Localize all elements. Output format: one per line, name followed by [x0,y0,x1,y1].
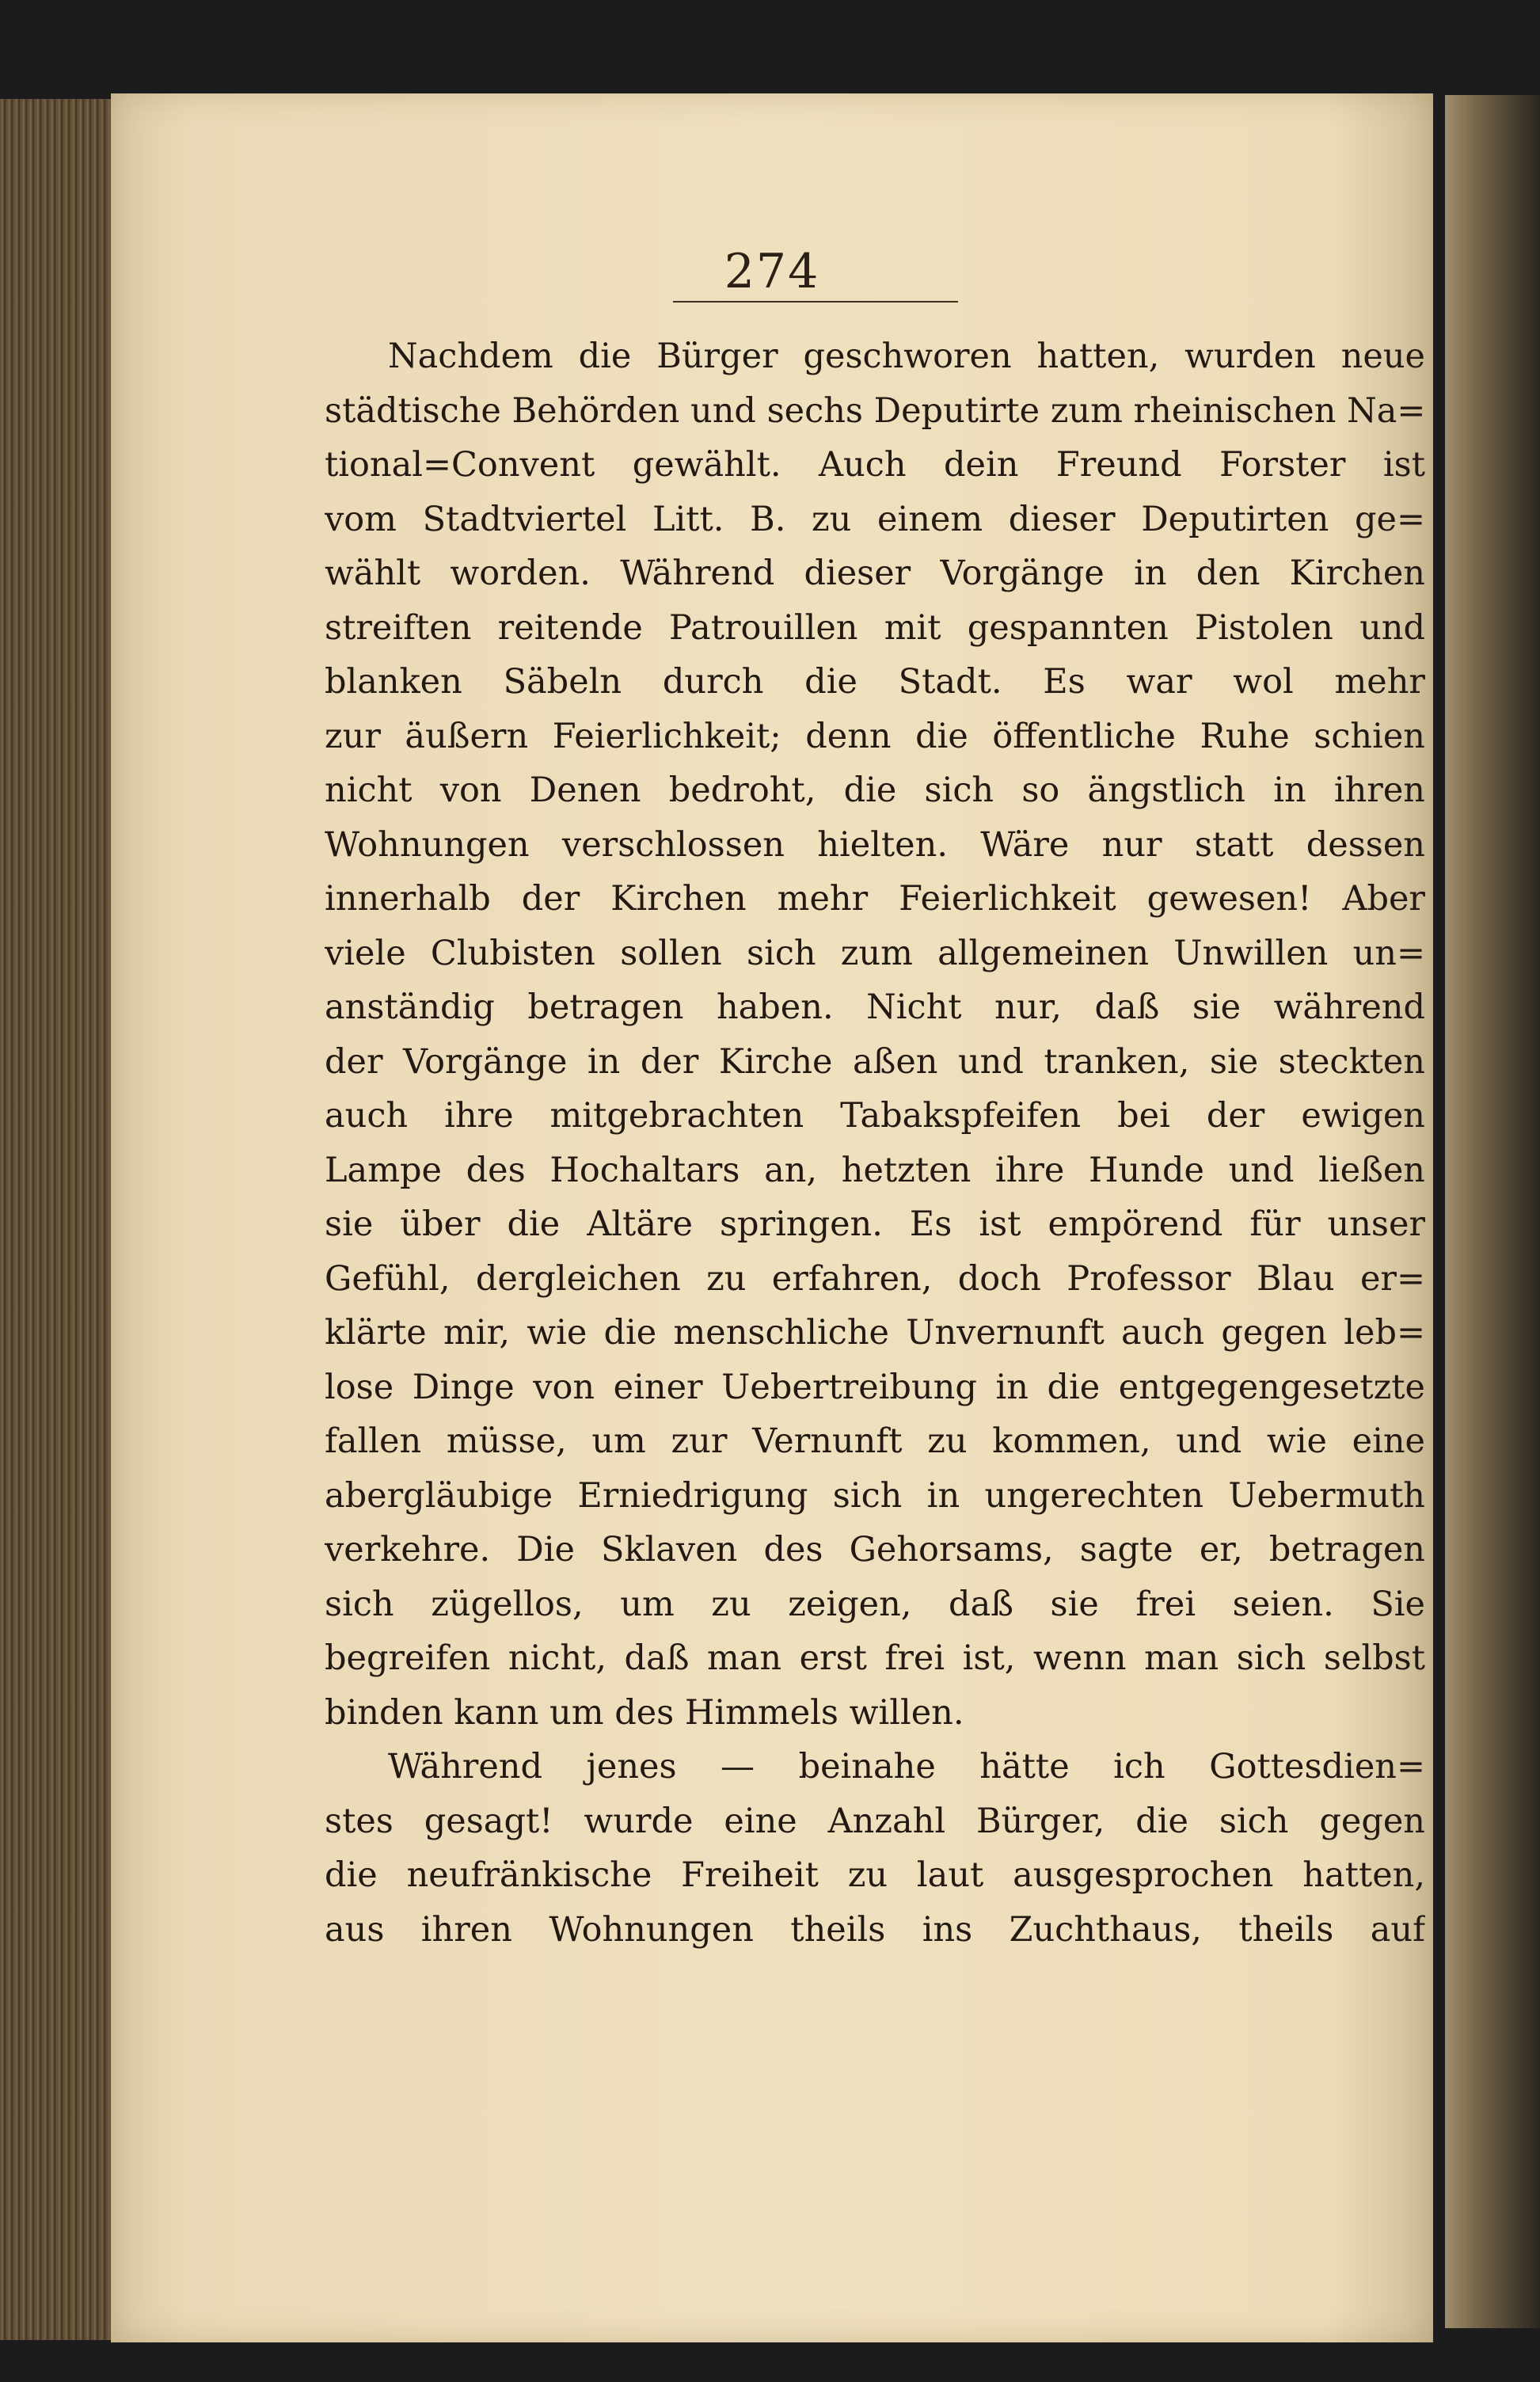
text-line: die neufränkische Freiheit zu laut ausgesprochen hatten, [325,1855,1425,1895]
text-line: Während jenes — beinahe hätte ich Gottesdien= [388,1747,1425,1786]
text-line: verkehre. Die Sklaven des Gehorsams, sagte er, betragen [325,1530,1425,1570]
paragraph [325,329,1425,1740]
page-text [325,329,1425,1957]
text-line: anständig betragen haben. Nicht nur, daß sie während [325,987,1425,1027]
text-line: vom Stadtviertel Litt. B. zu einem dieser Deputirten ge= [325,499,1425,539]
text-line: der Vorgänge in der Kirche aßen und tranken, sie steckten [325,1041,1425,1082]
text-line: auch ihre mitgebrachten Tabakspfeifen bei der ewigen [325,1096,1425,1136]
paragraph [325,1740,1425,1957]
text-line: wählt worden. Während dieser Vorgänge in den Kirchen [325,554,1425,593]
text-line: blanken Säbeln durch die Stadt. Es war wol mehr [325,662,1425,702]
text-line: streiften reitende Patrouillen mit gespannten Pistolen und [325,607,1425,648]
text-line: stes gesagt! wurde eine Anzahl Bürger, die sich gegen [325,1801,1425,1841]
text-line: fallen müsse, um zur Vernunft zu kommen, und wie eine [325,1421,1425,1461]
text-line: Nachdem die Bürger geschworen hatten, wurden neue [388,337,1425,376]
text-line: Wohnungen verschlossen hielten. Wäre nur statt dessen [325,824,1425,865]
text-line: Lampe des Hochaltars an, hetzten ihre Hunde und ließen [325,1150,1425,1190]
text-line: zur äußern Feierlichkeit; denn die öffentliche Ruhe schien [325,716,1425,756]
text-line: sie über die Altäre springen. Es ist empörend für unser [325,1204,1425,1244]
text-line: abergläubige Erniedrigung sich in ungerechten Uebermuth [325,1475,1425,1516]
text-line: städtische Behörden und sechs Deputirte zum rheinischen Na= [325,390,1425,431]
book-edge-right [1445,95,1540,2328]
text-line: nicht von Denen bedroht, die sich so ängstlich in ihren [325,771,1425,810]
header-rule [673,301,958,303]
text-line: lose Dinge von einer Uebertreibung in die entgegengesetzte [325,1367,1425,1407]
text-line: Gefühl, dergleichen zu erfahren, doch Professor Blau er= [325,1258,1425,1299]
page-number: 274 [724,244,820,299]
text-line: sich zügellos, um zu zeigen, daß sie frei seien. Sie [325,1584,1425,1624]
text-line: innerhalb der Kirchen mehr Feierlichkeit gewesen! Aber [325,879,1425,919]
book-edge-left [0,99,111,2340]
text-line: viele Clubisten sollen sich zum allgemeinen Unwillen un= [325,933,1425,973]
text-line: binden kann um des Himmels willen. [325,1692,964,1733]
text-line: tional=Convent gewählt. Auch dein Freund Forster ist [325,445,1425,485]
text-line: klärte mir, wie die menschliche Unvernunft auch gegen leb= [325,1313,1425,1353]
book-page [111,93,1433,2342]
text-line: begreifen nicht, daß man erst frei ist, wenn man sich selbst [325,1638,1425,1678]
text-line: aus ihren Wohnungen theils ins Zuchthaus, theils auf [325,1909,1425,1950]
